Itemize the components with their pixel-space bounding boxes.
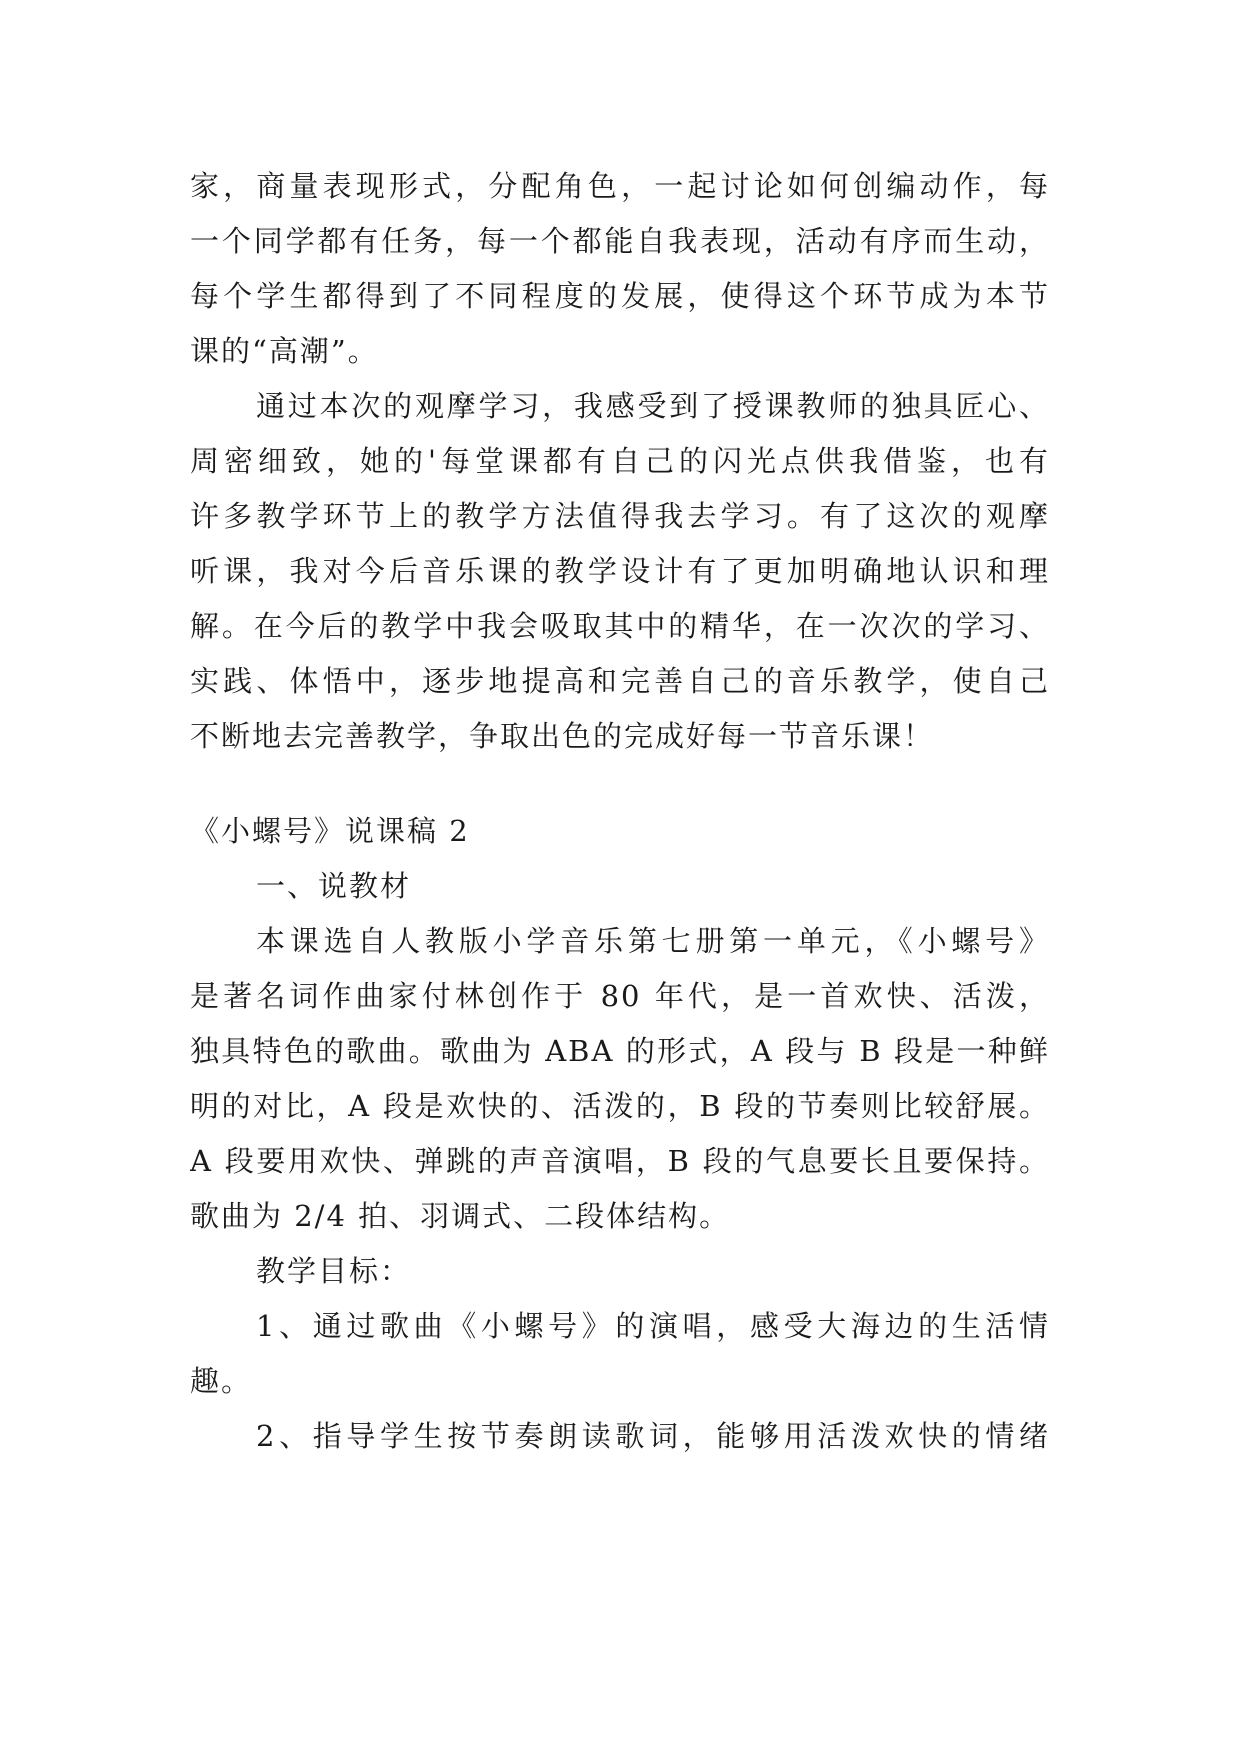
subheading: 一、说教材	[256, 869, 412, 903]
section-title: 《小螺号》说课稿 2	[190, 814, 470, 848]
goal-line: 趣。	[190, 1364, 253, 1398]
goal-line: 1、通过歌曲《小螺号》的演唱，感受大海边的生活情	[256, 1309, 1050, 1343]
paragraph-line: 周密细致，她的'每堂课都有自己的闪光点供我借鉴，也有	[190, 444, 1050, 478]
paragraph-line: 许多教学环节上的教学方法值得我去学习。有了这次的观摩	[190, 499, 1050, 533]
paragraph-line: 课的“高潮”。	[190, 334, 379, 368]
paragraph-line: 是著名词作曲家付林创作于 80 年代，是一首欢快、活泼，	[190, 979, 1050, 1013]
paragraph-line: 独具特色的歌曲。歌曲为 ABA 的形式，A 段与 B 段是一种鲜	[190, 1034, 1050, 1068]
paragraph-line: 通过本次的观摩学习，我感受到了授课教师的独具匠心、	[256, 389, 1050, 423]
paragraph-line: 不断地去完善教学，争取出色的完成好每一节音乐课！	[190, 719, 935, 753]
paragraph-line: 解。在今后的教学中我会吸取其中的精华，在一次次的学习、	[190, 609, 1050, 643]
paragraph-line: A 段要用欢快、弹跳的声音演唱，B 段的气息要长且要保持。	[190, 1144, 1050, 1178]
paragraph-line: 听课，我对今后音乐课的教学设计有了更加明确地认识和理	[190, 554, 1050, 588]
goal-line: 2、指导学生按节奏朗读歌词，能够用活泼欢快的情绪	[256, 1419, 1050, 1453]
paragraph-line: 一个同学都有任务，每一个都能自我表现，活动有序而生动，	[190, 224, 1050, 258]
goals-heading: 教学目标：	[256, 1254, 412, 1288]
paragraph-line: 每个学生都得到了不同程度的发展，使得这个环节成为本节	[190, 279, 1050, 313]
paragraph-line: 明的对比，A 段是欢快的、活泼的，B 段的节奏则比较舒展。	[190, 1089, 1050, 1123]
paragraph-line: 本课选自人教版小学音乐第七册第一单元，《小螺号》	[256, 924, 1050, 958]
paragraph-line: 实践、体悟中，逐步地提高和完善自己的音乐教学，使自己	[190, 664, 1050, 698]
paragraph-line: 家，商量表现形式，分配角色，一起讨论如何创编动作，每	[190, 169, 1050, 203]
paragraph-line: 歌曲为 2/4 拍、羽调式、二段体结构。	[190, 1199, 731, 1233]
